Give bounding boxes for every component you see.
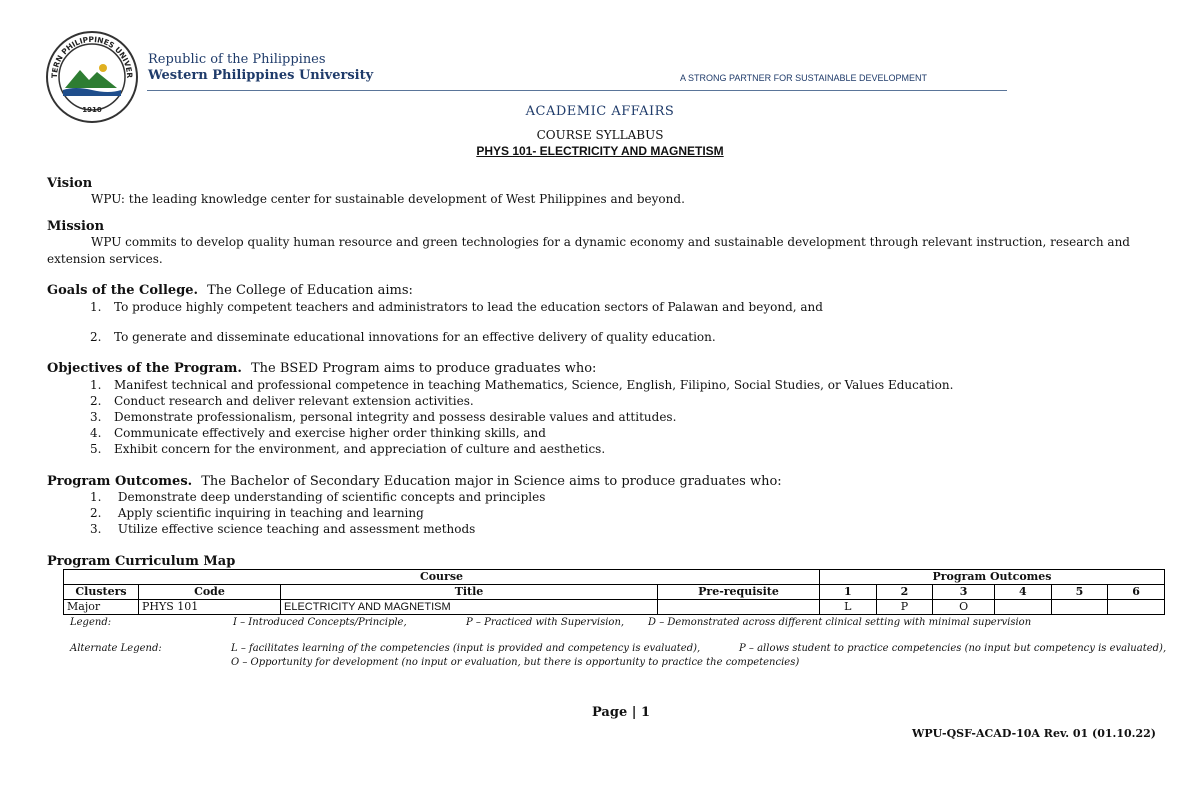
course-group-header: Course — [64, 570, 820, 585]
cell-code: PHYS 101 — [139, 600, 281, 615]
cell-outcome-5 — [1051, 600, 1108, 615]
col-code: Code — [139, 585, 281, 600]
university-tagline: A STRONG PARTNER FOR SUSTAINABLE DEVELOPMENT — [680, 73, 928, 83]
col-outcome-4: 4 — [995, 585, 1052, 600]
list-item: 5. Exhibit concern for the environment, and appreciation of culture and aesthetics. — [90, 442, 606, 456]
page-number: Page | 1 — [592, 705, 651, 720]
list-item: 1. Demonstrate deep understanding of scientific concepts and principles — [90, 490, 546, 504]
curriculum-map-table — [63, 569, 1165, 615]
list-item: 3. Demonstrate professionalism, personal integrity and possess desirable values and attitudes. — [90, 410, 677, 424]
list-item: 2. To generate and disseminate educational innovations for an effective delivery of quality education. — [90, 330, 716, 344]
list-item: 4. Communicate effectively and exercise higher order thinking skills, and — [90, 426, 546, 440]
svg-text:WESTERN PHILIPPINES UNIVERSITY: TERN PHILIPPINES UNIVER — [49, 34, 135, 79]
goals-list-2 — [90, 330, 716, 346]
document-type: COURSE SYLLABUS — [536, 128, 664, 142]
goals-heading: Goals of the College. The College of Education aims: — [47, 283, 413, 298]
svg-text:1910: 1910 — [82, 106, 102, 114]
table-row — [64, 600, 1165, 615]
goals-list — [90, 300, 823, 316]
legend-i: I – Introduced Concepts/Principle, — [233, 617, 407, 628]
curriculum-map-heading: Program Curriculum Map — [47, 554, 236, 569]
col-clusters: Clusters — [64, 585, 139, 600]
outcomes-list — [90, 490, 545, 538]
outcomes-group-header: Program Outcomes — [820, 570, 1165, 585]
objectives-list — [90, 378, 953, 458]
cell-outcome-3: O — [933, 600, 995, 615]
legend-p: P – Practiced with Supervision, — [466, 617, 625, 628]
cell-outcome-1: L — [820, 600, 877, 615]
col-title: Title — [281, 585, 658, 600]
cell-outcome-6 — [1108, 600, 1165, 615]
vision-text: WPU: the leading knowledge center for sustainable development of West Philippines and beyond. — [91, 192, 685, 206]
alt-legend-o: O – Opportunity for development (no input or evaluation, but there is opportunity to practice the competencies) — [231, 657, 800, 668]
table-header-row — [64, 585, 1165, 600]
cell-prerequisite — [658, 600, 820, 615]
republic-text: Republic of the Philippines — [148, 52, 326, 67]
mission-text-line1: WPU commits to develop quality human resource and green technologies for a dynamic economy and sustainable development through relevant instruction, research and — [91, 235, 1130, 249]
university-name: Western Philippines University — [148, 68, 374, 83]
cell-title: ELECTRICITY AND MAGNETISM — [281, 600, 658, 615]
list-item: 1. Manifest technical and professional competence in teaching Mathematics, Science, English, Filipino, Social Studies, or Values Education. — [90, 378, 954, 392]
cell-cluster: Major — [64, 600, 139, 615]
header-divider — [147, 90, 1007, 91]
mission-text-line2: extension services. — [47, 252, 163, 266]
legend-label: Legend: — [70, 617, 112, 628]
vision-heading: Vision — [47, 176, 93, 191]
alt-legend-label: Alternate Legend: — [70, 643, 162, 654]
mission-heading: Mission — [47, 219, 105, 234]
cell-outcome-4 — [995, 600, 1052, 615]
list-item: 2. Conduct research and deliver relevant extension activities. — [90, 394, 474, 408]
col-outcome-1: 1 — [820, 585, 877, 600]
list-item: 1. To produce highly competent teachers and administrators to lead the education sectors of Palawan and beyond, and — [90, 300, 823, 314]
office-heading: ACADEMIC AFFAIRS — [525, 104, 675, 119]
legend-d: D – Demonstrated across different clinical setting with minimal supervision — [648, 617, 1032, 628]
table-group-header-row — [64, 570, 1165, 585]
alt-legend-l: L – facilitates learning of the competencies (input is provided and competency is evaluated), — [231, 643, 701, 654]
cell-outcome-2: P — [876, 600, 933, 615]
col-outcome-3: 3 — [933, 585, 995, 600]
col-prerequisite: Pre-requisite — [658, 585, 820, 600]
col-outcome-2: 2 — [876, 585, 933, 600]
list-item: 3. Utilize effective science teaching and assessment methods — [90, 522, 476, 536]
alt-legend-p: P – allows student to practice competencies (no input but competency is evaluated), — [739, 643, 1167, 654]
list-item: 2. Apply scientific inquiring in teaching and learning — [90, 506, 424, 520]
form-code: WPU-QSF-ACAD-10A Rev. 01 (01.10.22) — [912, 727, 1157, 740]
objectives-heading: Objectives of the Program. The BSED Program aims to produce graduates who: — [47, 361, 597, 376]
col-outcome-6: 6 — [1108, 585, 1165, 600]
col-outcome-5: 5 — [1051, 585, 1108, 600]
outcomes-heading: Program Outcomes. The Bachelor of Secondary Education major in Science aims to produce graduates who: — [47, 474, 782, 489]
course-title: PHYS 101- ELECTRICITY AND MAGNETISM — [476, 144, 724, 158]
